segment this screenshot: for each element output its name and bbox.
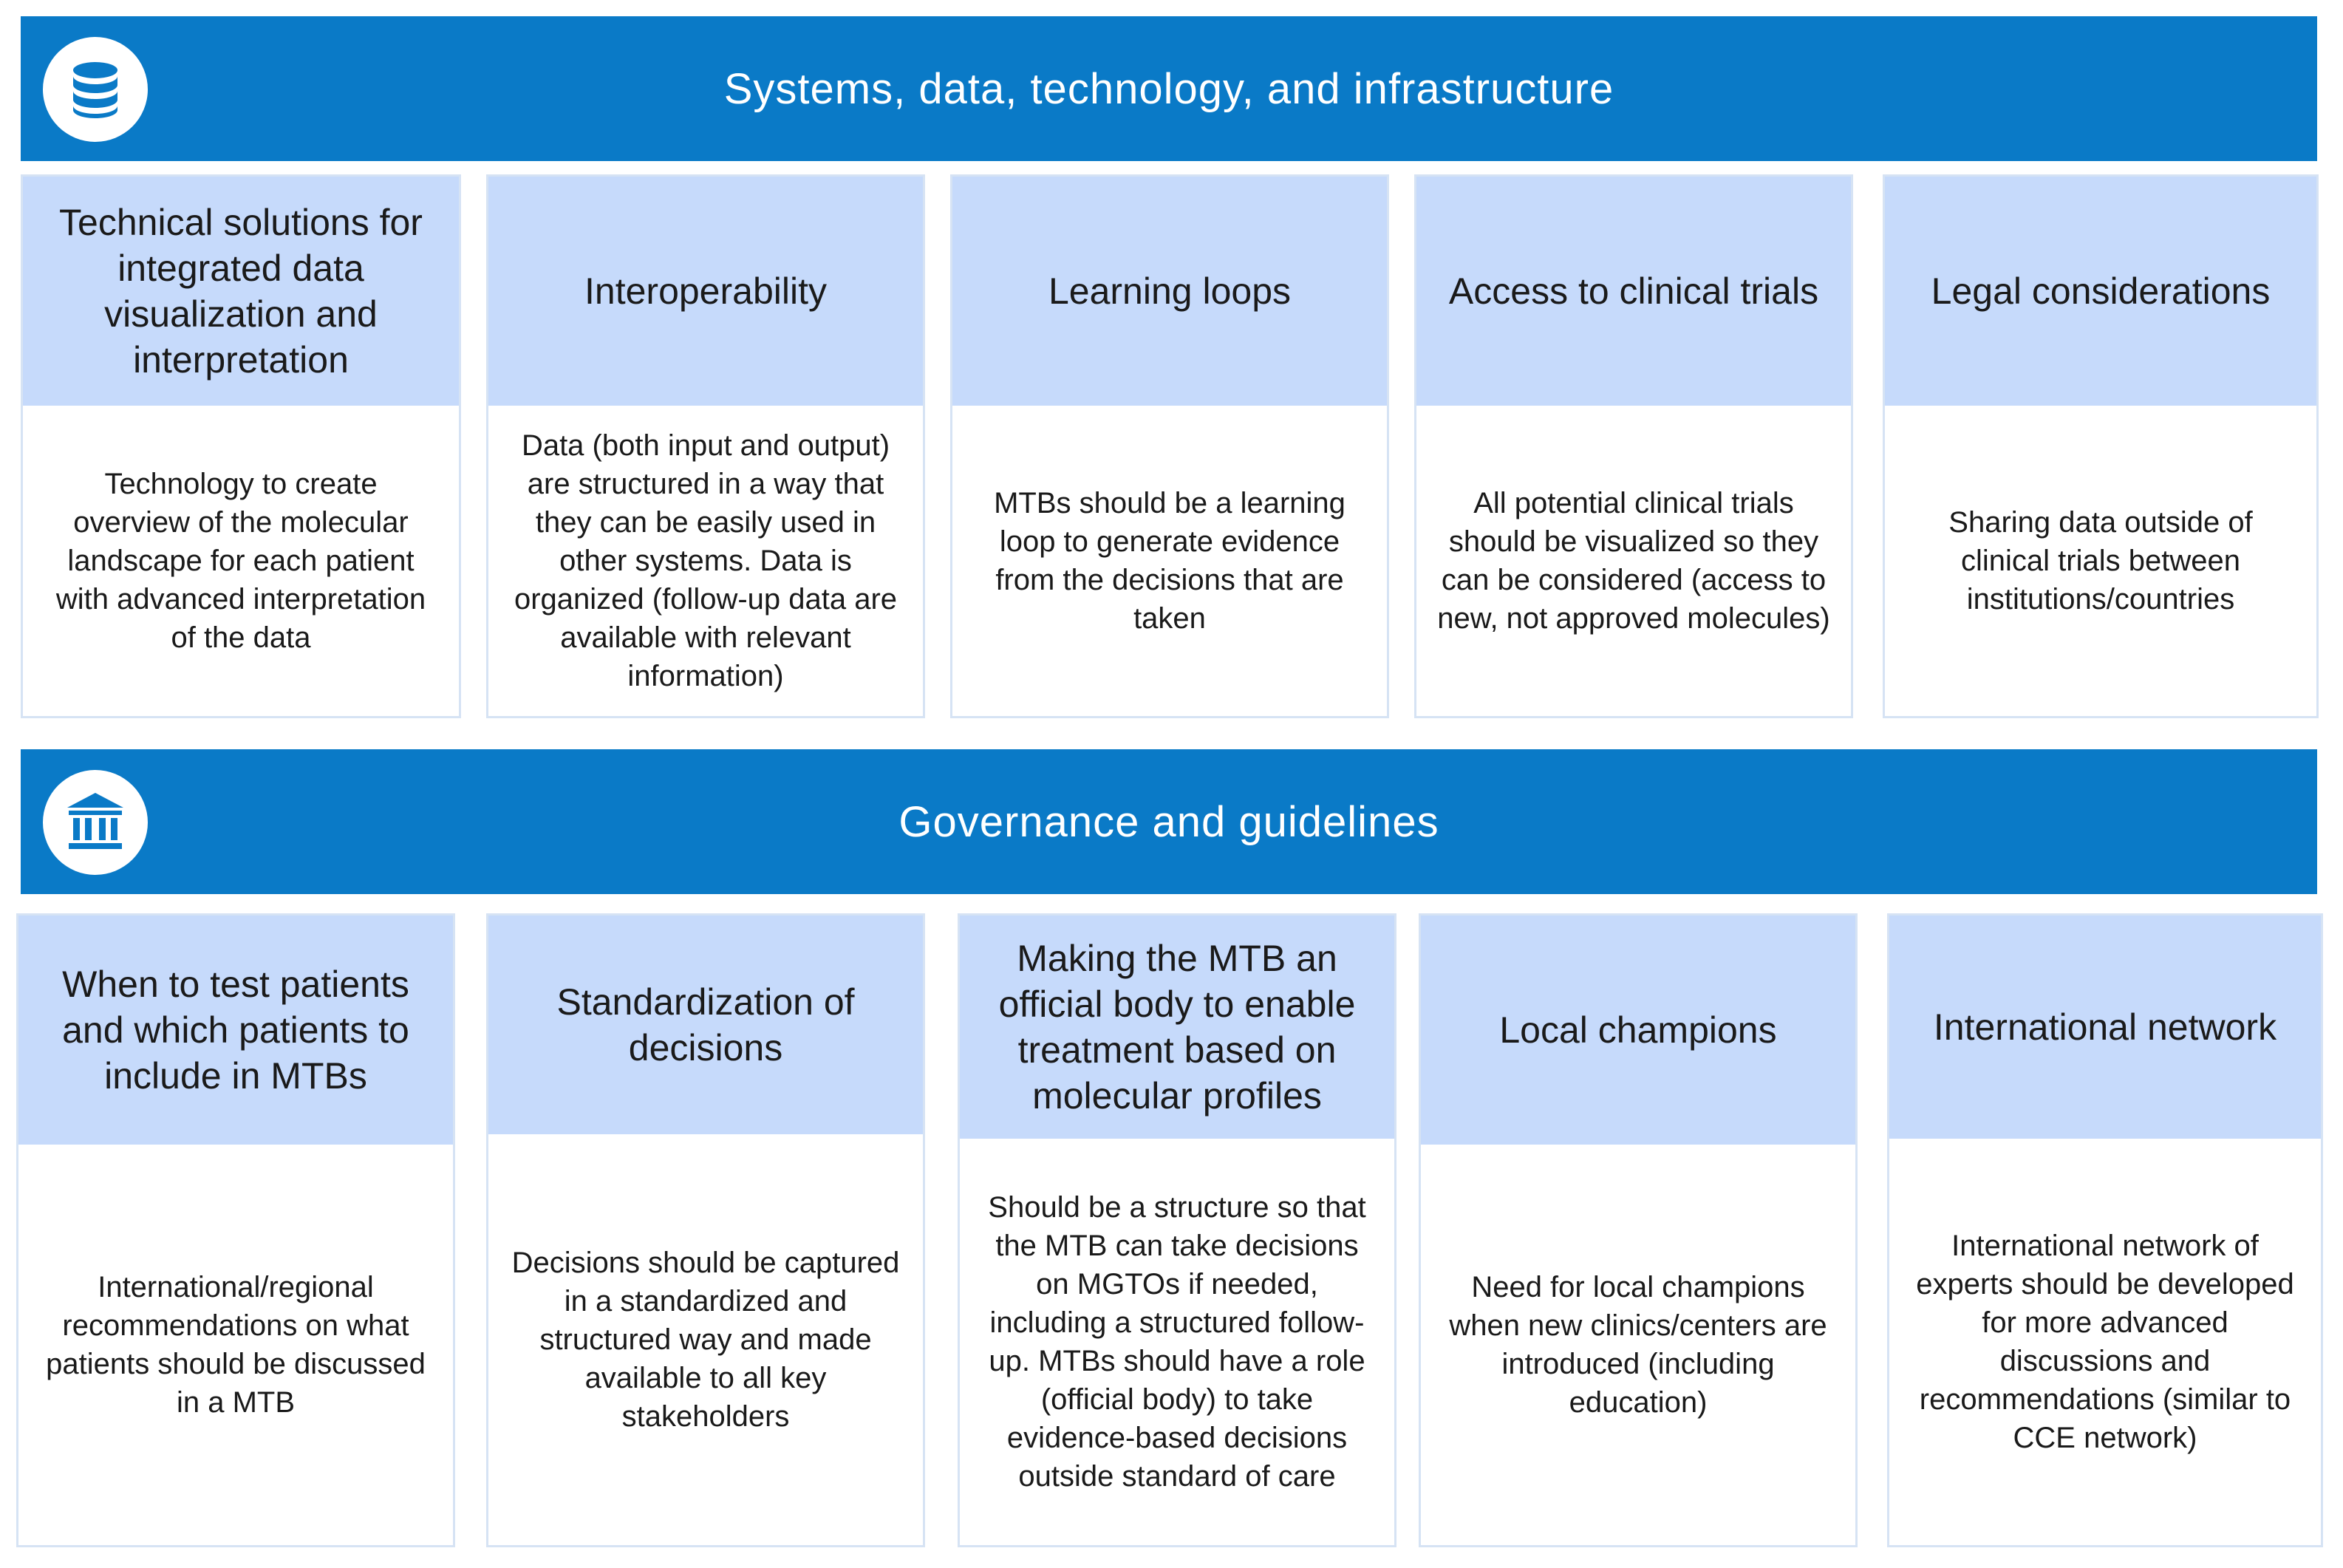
card-when-to-test: [16, 913, 455, 1547]
card-body: International network of experts should be developed for more advanced discussions and recommendations (similar to CCE network): [1916, 1230, 2294, 1454]
card-body: Should be a structure so that the MTB can take decisions on MGTOs if needed, including a structured follow-up. MTBs should have a role (official body) to take evidence-based decisions outside standard of care: [988, 1191, 1366, 1493]
card-learning-loops: [950, 174, 1389, 718]
card-heading: Access to clinical trials: [1416, 177, 1851, 406]
card-technical-solutions: [21, 174, 461, 718]
section-title: Governance and guidelines: [898, 797, 1439, 846]
card-heading: Technical solutions for integrated data visualization and interpretation: [23, 177, 459, 406]
card-heading: When to test patients and which patients to include in MTBs: [18, 916, 453, 1145]
card-heading: Standardization of decisions: [488, 916, 923, 1134]
card-heading: Legal considerations: [1885, 177, 2316, 406]
card-body: Sharing data outside of clinical trials between institutions/countries: [1948, 506, 2253, 616]
card-body: Need for local champions when new clinics/centers are introduced (including education): [1449, 1271, 1827, 1419]
card-standardization: [486, 913, 925, 1547]
card-heading: International network: [1889, 916, 2321, 1139]
card-legal-considerations: [1883, 174, 2319, 718]
card-heading: Learning loops: [952, 177, 1387, 406]
card-body: Technology to create overview of the molecular landscape for each patient with advanced interpretation of the data: [55, 468, 426, 654]
card-body: Data (both input and output) are structured in a way that they can be easily used in other systems. Data is organized (follow-up data are available with relevant information): [514, 429, 898, 692]
card-official-body: [958, 913, 1396, 1547]
card-local-champions: [1419, 913, 1858, 1547]
section-banner: [21, 749, 2317, 894]
card-heading: Making the MTB an official body to enable treatment based on molecular profiles: [960, 916, 1394, 1139]
card-clinical-trials: [1414, 174, 1853, 718]
card-heading: Interoperability: [488, 177, 923, 406]
section-banner: [21, 16, 2317, 161]
card-interoperability: [486, 174, 925, 718]
card-body: All potential clinical trials should be visualized so they can be considered (access to new, not approved molecules): [1437, 487, 1830, 635]
card-body: International/regional recommendations on what patients should be discussed in a MTB: [46, 1271, 426, 1419]
card-international-network: [1887, 913, 2323, 1547]
section-title: Systems, data, technology, and infrastructure: [723, 64, 1614, 113]
card-body: Decisions should be captured in a standardized and structured way and made available to all key stakeholders: [511, 1247, 900, 1433]
card-body: MTBs should be a learning loop to generate evidence from the decisions that are taken: [994, 487, 1346, 635]
card-heading: Local champions: [1421, 916, 1855, 1145]
